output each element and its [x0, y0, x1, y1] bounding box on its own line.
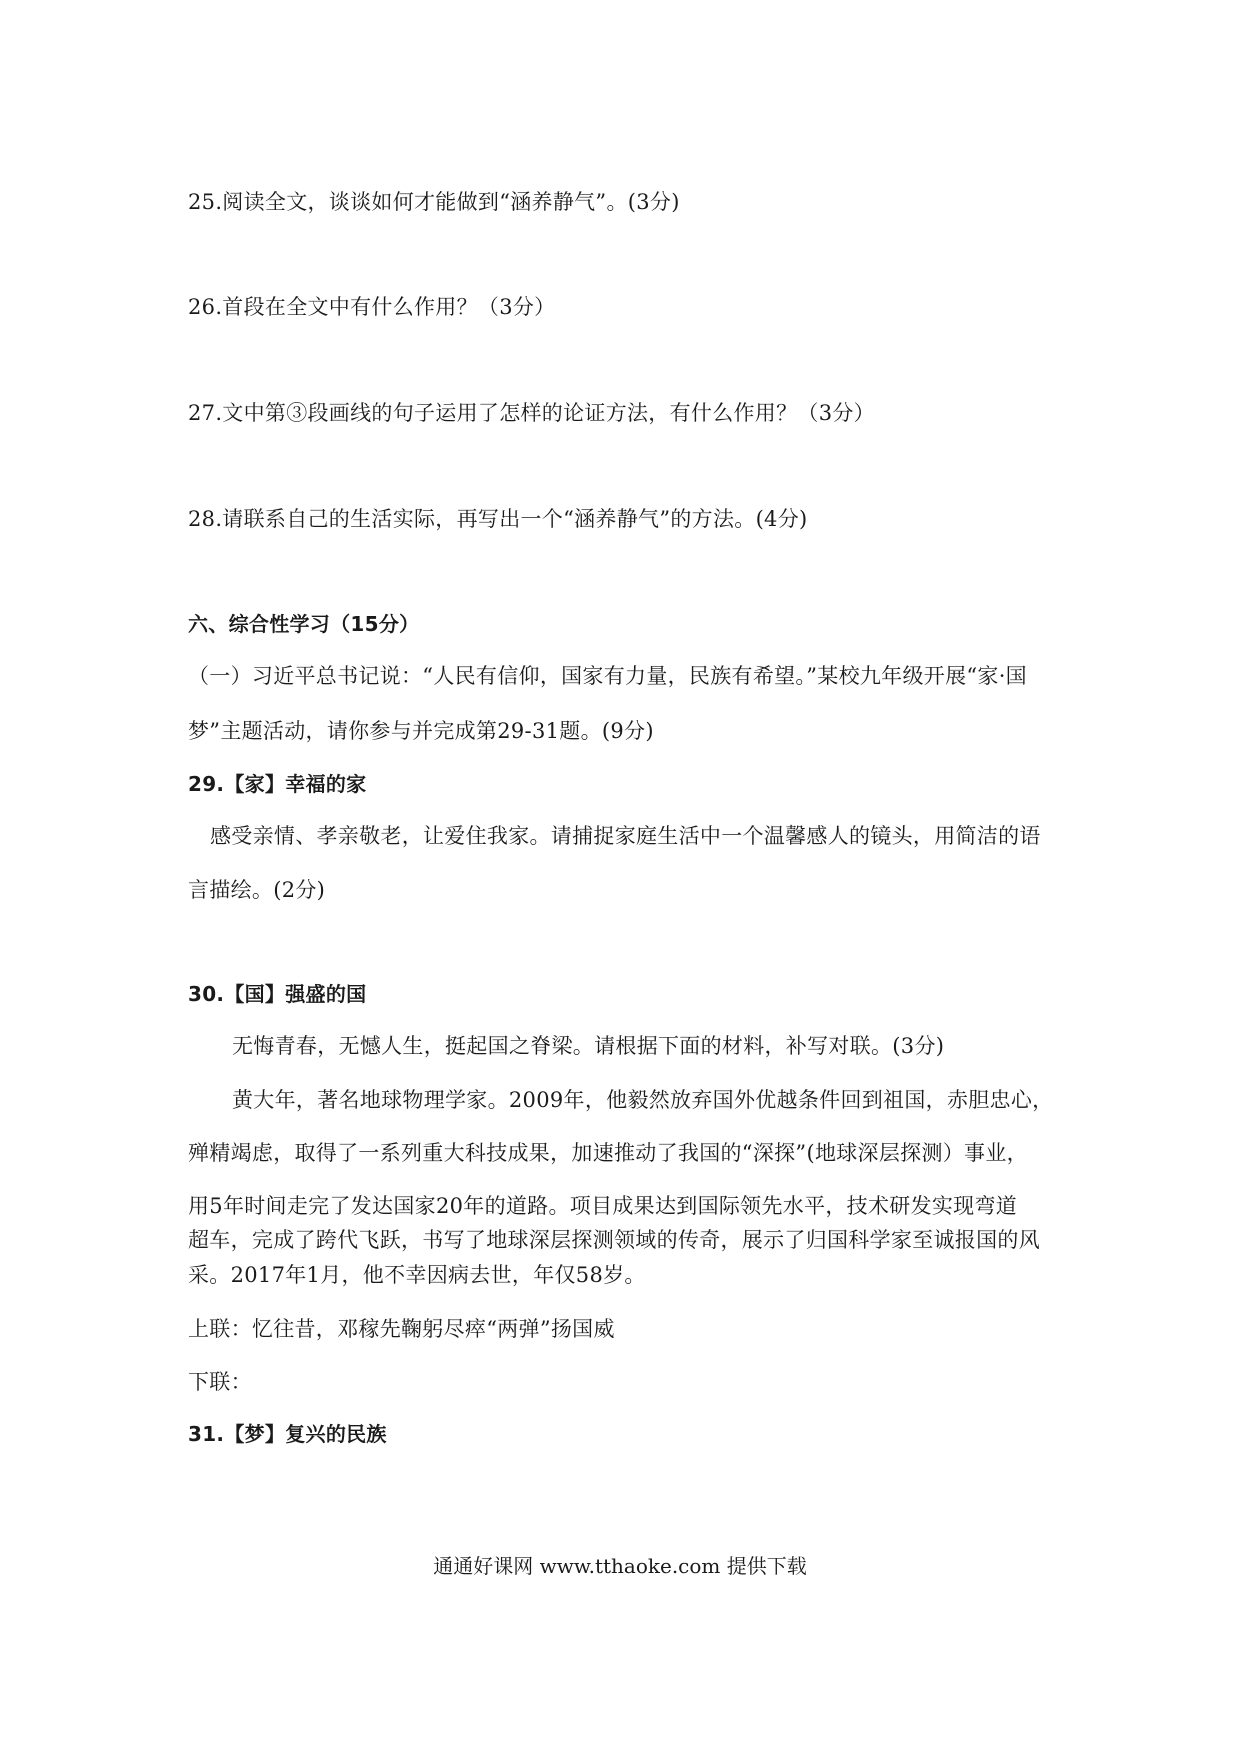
section-intro-line-2: 梦”主题活动，请你参与并完成第29-31题。(9分) [188, 719, 654, 743]
question-29-title: 29.【家】幸福的家 [188, 772, 367, 796]
question-30-title: 30.【国】强盛的国 [188, 982, 367, 1006]
question-26: 26.首段在全文中有什么作用？（3分） [188, 295, 556, 319]
question-29-line-1: 感受亲情、孝亲敬老，让爱住我家。请捕捉家庭生活中一个温馨感人的镜头，用简洁的语 [210, 824, 1041, 848]
question-27: 27.文中第③段画线的句子运用了怎样的论证方法，有什么作用？（3分） [188, 401, 875, 425]
section-intro-line-1: （一）习近平总书记说：“人民有信仰，国家有力量，民族有希望。”某校九年级开展“家·国 [188, 664, 1027, 688]
question-30-material-line-3: 用5年时间走完了发达国家20年的道路。项目成果达到国际领先水平，技术研发实现弯道 [188, 1194, 1018, 1218]
question-30-prompt: 无悔青春，无憾人生，挺起国之脊梁。请根据下面的材料，补写对联。(3分) [232, 1034, 945, 1058]
question-30-material-line-1: 黄大年，著名地球物理学家。2009年，他毅然放弃国外优越条件回到祖国，赤胆忠心， [232, 1088, 1054, 1112]
question-28: 28.请联系自己的生活实际，再写出一个“涵养静气”的方法。(4分) [188, 507, 808, 531]
question-30-material-line-5: 采。2017年1月，他不幸因病去世，年仅58岁。 [188, 1263, 646, 1287]
lower-couplet: 下联： [188, 1370, 252, 1394]
section-heading: 六、综合性学习（15分） [188, 612, 420, 636]
upper-couplet: 上联：忆往昔，邓稼先鞠躬尽瘁“两弹”扬国威 [188, 1317, 615, 1341]
question-31-title: 31.【梦】复兴的民族 [188, 1422, 387, 1446]
question-29-line-2: 言描绘。(2分) [188, 878, 326, 902]
question-25: 25.阅读全文，谈谈如何才能做到“涵养静气”。(3分) [188, 190, 680, 214]
question-30-material-line-4: 超车，完成了跨代飞跃，书写了地球深层探测领域的传奇，展示了归国科学家至诚报国的风 [188, 1228, 1040, 1252]
question-30-material-line-2: 殚精竭虑，取得了一系列重大科技成果，加速推动了我国的“深探”(地球深层探测）事业， [188, 1141, 1028, 1165]
page-footer: 通通好课网 www.tthaoke.com 提供下载 [433, 1554, 807, 1578]
